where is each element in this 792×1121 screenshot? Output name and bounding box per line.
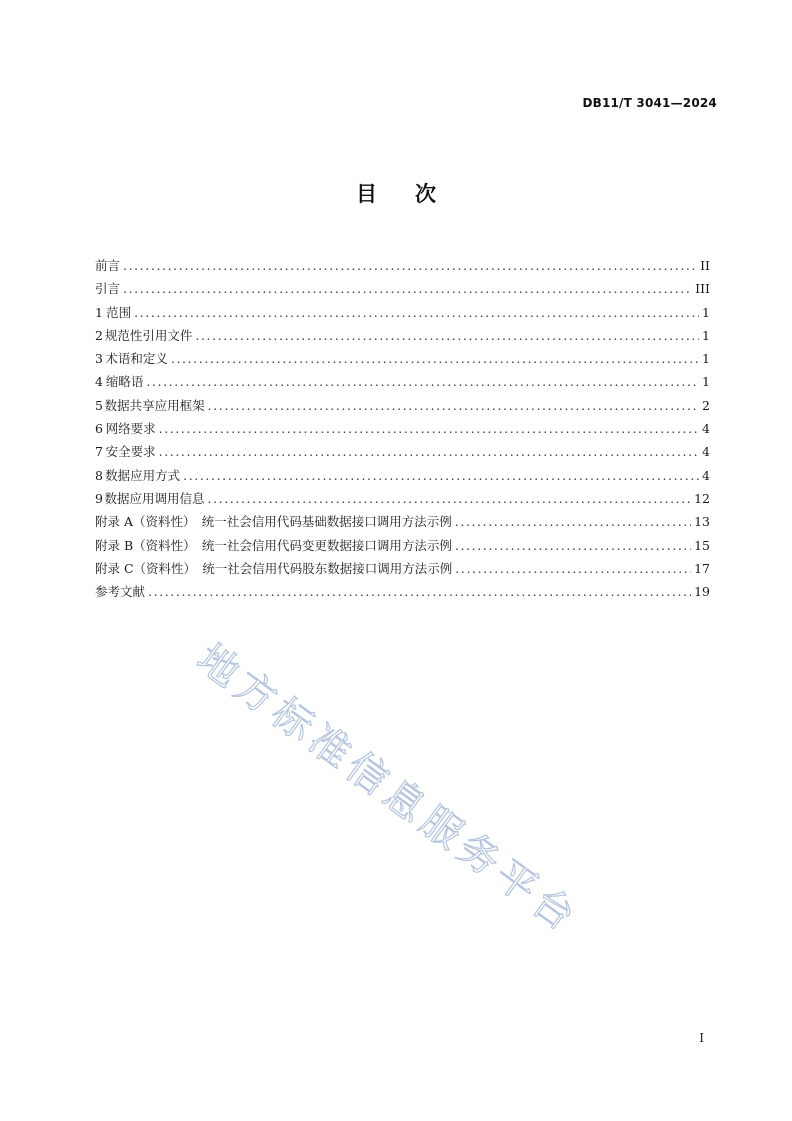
- toc-entry-page: 17: [694, 560, 710, 576]
- toc-entry-label: 附录 B（资料性） 统一社会信用代码变更数据接口调用方法示例: [95, 537, 452, 553]
- toc-entry-label: 数据应用方式: [105, 467, 181, 483]
- standard-code: DB11/T 3041—2024: [582, 96, 717, 110]
- toc-entry-page: 15: [694, 537, 710, 553]
- toc-entry-label: 附录 A（资料性） 统一社会信用代码基础数据接口调用方法示例: [95, 514, 452, 530]
- toc-entry-section-1[interactable]: [95, 301, 710, 324]
- toc-entry-page: 1: [702, 351, 710, 367]
- toc-entry-section-2[interactable]: [95, 324, 710, 347]
- toc-entry-section-5[interactable]: [95, 394, 710, 417]
- table-of-contents: [95, 254, 710, 603]
- toc-entry-label: 规范性引用文件: [104, 327, 193, 343]
- toc-entry-number: 6: [95, 421, 103, 437]
- toc-leader-dots: [146, 370, 699, 393]
- toc-leader-dots: [208, 394, 699, 417]
- toc-entry-page: 2: [702, 397, 710, 413]
- toc-entry-page: 4: [702, 444, 710, 460]
- toc-leader-dots: [208, 487, 692, 510]
- toc-entry-label: 安全要求: [105, 444, 156, 460]
- toc-leader-dots: [455, 510, 691, 533]
- toc-entry-number: 2: [95, 327, 103, 343]
- toc-leader-dots: [455, 534, 691, 557]
- watermark: 地方标准信息服务平台: [188, 635, 588, 944]
- toc-entry-page: 1: [702, 374, 710, 390]
- toc-entry-label: 范围: [106, 304, 132, 320]
- toc-entry-references[interactable]: [95, 580, 710, 603]
- toc-entry-page: 4: [702, 421, 710, 437]
- toc-entry-label: 数据应用调用信息: [104, 490, 205, 506]
- toc-entry-label: 缩略语: [105, 374, 144, 390]
- toc-entry-number: 3: [95, 351, 103, 367]
- toc-entry-page: 19: [694, 584, 710, 600]
- toc-entry-page: 4: [702, 467, 710, 483]
- toc-entry-number: 7: [95, 444, 103, 460]
- toc-entry-page: 12: [694, 490, 710, 506]
- toc-entry-section-3[interactable]: [95, 347, 710, 370]
- toc-entry-label: 数据共享应用框架: [104, 397, 205, 413]
- toc-leader-dots: [195, 324, 699, 347]
- toc-entry-number: 4: [95, 374, 103, 390]
- toc-entry-section-8[interactable]: [95, 464, 710, 487]
- toc-entry-page: 1: [702, 304, 710, 320]
- toc-leader-dots: [171, 347, 699, 370]
- toc-entry-label: 网络要求: [105, 421, 156, 437]
- page-title: [0, 178, 792, 208]
- toc-entry-appendix-c[interactable]: [95, 557, 710, 580]
- toc-leader-dots: [148, 580, 691, 603]
- toc-entry-label: 附录 C（资料性） 统一社会信用代码股东数据接口调用方法示例: [95, 560, 453, 576]
- toc-leader-dots: [123, 254, 697, 277]
- toc-entry-section-4[interactable]: [95, 370, 710, 393]
- toc-entry-number: 1: [95, 304, 103, 320]
- toc-leader-dots: [183, 464, 699, 487]
- toc-leader-dots: [455, 557, 691, 580]
- toc-entry-section-9[interactable]: [95, 487, 710, 510]
- toc-entry-number: 9: [95, 490, 103, 506]
- toc-entry-label: 术语和定义: [105, 351, 168, 367]
- page-number: I: [699, 1031, 704, 1045]
- toc-entry-page: 1: [702, 327, 710, 343]
- page-title-char-2: 次: [415, 182, 436, 206]
- toc-leader-dots: [159, 417, 699, 440]
- toc-entry-label: 前言: [95, 258, 121, 273]
- toc-entry-introduction[interactable]: [95, 277, 710, 300]
- toc-leader-dots: [123, 277, 692, 300]
- toc-leader-dots: [134, 301, 699, 324]
- page-title-char-1: 目: [356, 182, 377, 206]
- toc-entry-page: II: [700, 258, 710, 273]
- toc-entry-section-6[interactable]: [95, 417, 710, 440]
- toc-leader-dots: [159, 440, 699, 463]
- toc-entry-label: 引言: [95, 281, 121, 297]
- toc-entry-page: 13: [694, 514, 710, 530]
- toc-entry-number: 8: [95, 467, 103, 483]
- toc-entry-page: III: [695, 281, 710, 297]
- toc-entry-appendix-b[interactable]: [95, 534, 710, 557]
- toc-entry-appendix-a[interactable]: [95, 510, 710, 533]
- toc-entry-label: 参考文献: [95, 584, 146, 600]
- toc-entry-section-7[interactable]: [95, 440, 710, 463]
- toc-entry-number: 5: [95, 397, 103, 413]
- toc-entry-foreword[interactable]: [95, 254, 710, 277]
